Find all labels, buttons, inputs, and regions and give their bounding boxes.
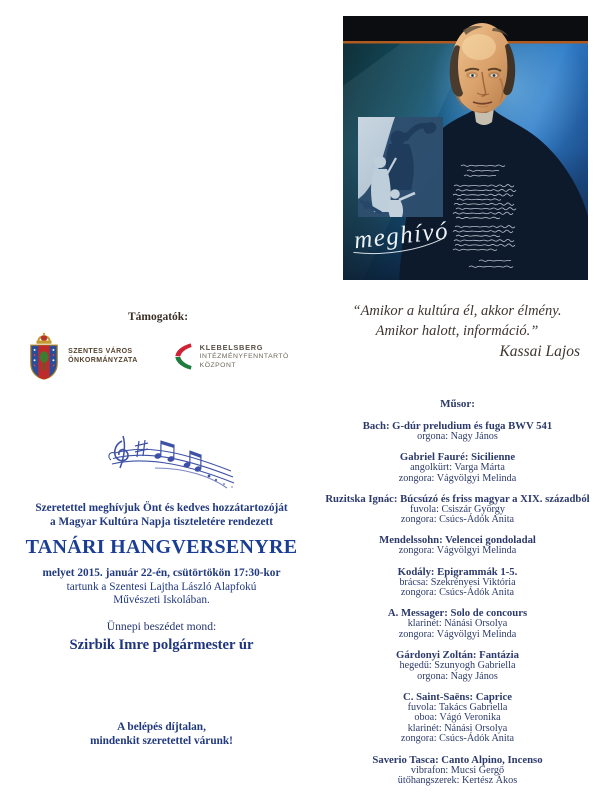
quote-line-2: Amikor halott, információ.” bbox=[375, 323, 539, 339]
closing-block bbox=[4, 721, 319, 748]
klebelsberg-line-1: KLEBELSBERG bbox=[199, 343, 264, 352]
program-item-title: Ruzitska Ignác: Búcsúzó és friss magyar a XIX. századból bbox=[325, 492, 590, 505]
program-item-title: Gabriel Fauré: Sicilienne bbox=[399, 451, 516, 464]
invitation-where-2: Művészeti Iskolában. bbox=[113, 594, 210, 606]
program-item bbox=[317, 494, 598, 526]
program-performer-line: ütőhangszerek: Kertész Ákos bbox=[397, 775, 518, 787]
meghivo-poster bbox=[343, 16, 588, 280]
program-item bbox=[317, 692, 598, 745]
program-performer-line: orgona: Nagy János bbox=[417, 670, 498, 682]
invitation-where-1: tartunk a Szentesi Lajtha László Alapfokú bbox=[66, 580, 257, 593]
supporters-section bbox=[0, 311, 316, 381]
speaker-name: Szirbik Imre polgármester úr bbox=[69, 637, 254, 653]
program-performer-line: oboa: Vágó Veronika bbox=[414, 712, 501, 724]
program-performer-line: brácsa: Szekrényesi Viktória bbox=[399, 576, 516, 588]
program-performer-line: zongora: Csúcs-Ádók Anita bbox=[400, 514, 515, 526]
program-item bbox=[317, 608, 598, 640]
program-item-title: Saverio Tasca: Canto Alpino, Incenso bbox=[372, 753, 543, 766]
closing-line-2: mindenkit szeretettel várunk! bbox=[90, 734, 233, 747]
program-performer-line: hegedű: Szunyogh Gabriella bbox=[399, 659, 516, 671]
klebelsberg-logo bbox=[172, 342, 289, 371]
quote-author: Kassai Lajos bbox=[499, 343, 580, 360]
klebelsberg-line-2: INTÉZMÉNYFENNTARTÓ bbox=[199, 353, 289, 360]
program-performer-line: vibrafon: Mucsi Gergő bbox=[410, 764, 505, 776]
music-notes-flourish bbox=[95, 423, 240, 495]
program-item-title: Mendelssohn: Velencei gondoladal bbox=[379, 534, 536, 547]
program-performer-line: angolkürt: Varga Márta bbox=[410, 462, 505, 474]
invitation-when: melyet 2015. január 22-én, csütörtökön 17:30-kor bbox=[42, 567, 281, 579]
program-item-title: Gárdonyi Zoltán: Fantázia bbox=[396, 648, 519, 661]
program-item bbox=[317, 755, 598, 787]
szentes-line-2: ÖNKORMÁNYZATA bbox=[68, 356, 138, 364]
program-performer-line: orgona: Nagy János bbox=[417, 431, 498, 442]
program-performer-line: zongora: Csúcs-Ádók Anita bbox=[400, 733, 515, 745]
closing-line-1: A belépés díjtalan, bbox=[117, 721, 206, 733]
program-performer-line: klarinét: Nánási Orsolya bbox=[407, 618, 508, 630]
portrait-artwork-icon bbox=[343, 16, 588, 280]
program-item-title: Kodály: Epigrammák 1-5. bbox=[397, 565, 518, 578]
program-performer-line: klarinét: Nánási Orsolya bbox=[407, 722, 508, 734]
klebelsberg-k-icon bbox=[172, 342, 194, 371]
program-heading: Műsor: bbox=[440, 398, 475, 410]
program-section bbox=[317, 398, 598, 796]
program-performer-line: zongora: Vágvölgyi Melinda bbox=[398, 628, 517, 640]
szentes-logo bbox=[27, 332, 138, 381]
program-performer-line: zongora: Vágvölgyi Melinda bbox=[398, 545, 517, 557]
invitation-text-block bbox=[4, 502, 319, 608]
quote-line-1: “Amikor a kultúra él, akkor élmény. bbox=[352, 303, 562, 319]
program-item bbox=[317, 421, 598, 443]
szentes-coat-of-arms-icon bbox=[27, 332, 61, 381]
speech-intro: Ünnepi beszédet mond: bbox=[106, 620, 217, 633]
klebelsberg-logo-text bbox=[200, 343, 289, 370]
music-staff-icon bbox=[95, 423, 240, 495]
klebelsberg-line-3: KÖZPONT bbox=[199, 362, 237, 369]
poster-caption: meghívó bbox=[352, 217, 451, 255]
event-title: TANÁRI HANGVERSENYRE bbox=[25, 536, 298, 558]
program-item bbox=[317, 567, 598, 599]
program-item bbox=[317, 452, 598, 484]
invitation-line-2: a Magyar Kultúra Napja tiszteletére rendezett bbox=[49, 515, 274, 528]
program-item bbox=[317, 535, 598, 557]
program-item-title: A. Messager: Solo de concours bbox=[387, 607, 528, 620]
quote-block bbox=[316, 301, 598, 361]
program-item-title: Bach: G-dúr preludium és fuga BWV 541 bbox=[362, 420, 553, 432]
program-performer-line: zongora: Csúcs-Ádók Anita bbox=[400, 587, 515, 599]
program-performer-line: zongora: Vágvölgyi Melinda bbox=[398, 472, 517, 484]
supporters-heading: Támogatók: bbox=[127, 311, 189, 323]
speech-block bbox=[4, 620, 319, 654]
szentes-logo-text bbox=[68, 348, 138, 365]
program-item bbox=[317, 650, 598, 682]
invitation-line-1: Szeretettel meghívjuk Önt és kedves hozzátartozóját bbox=[35, 502, 288, 514]
program-performer-line: fuvola: Takács Gabriella bbox=[407, 701, 508, 713]
supporter-logos-row bbox=[0, 332, 316, 381]
program-performer-line: fuvola: Csiszár György bbox=[410, 503, 505, 515]
program-item-title: C. Saint-Saëns: Caprice bbox=[403, 690, 512, 703]
musicians-silhouette-icon bbox=[358, 117, 443, 217]
szentes-line-1: SZENTES VÁROS bbox=[68, 348, 133, 355]
